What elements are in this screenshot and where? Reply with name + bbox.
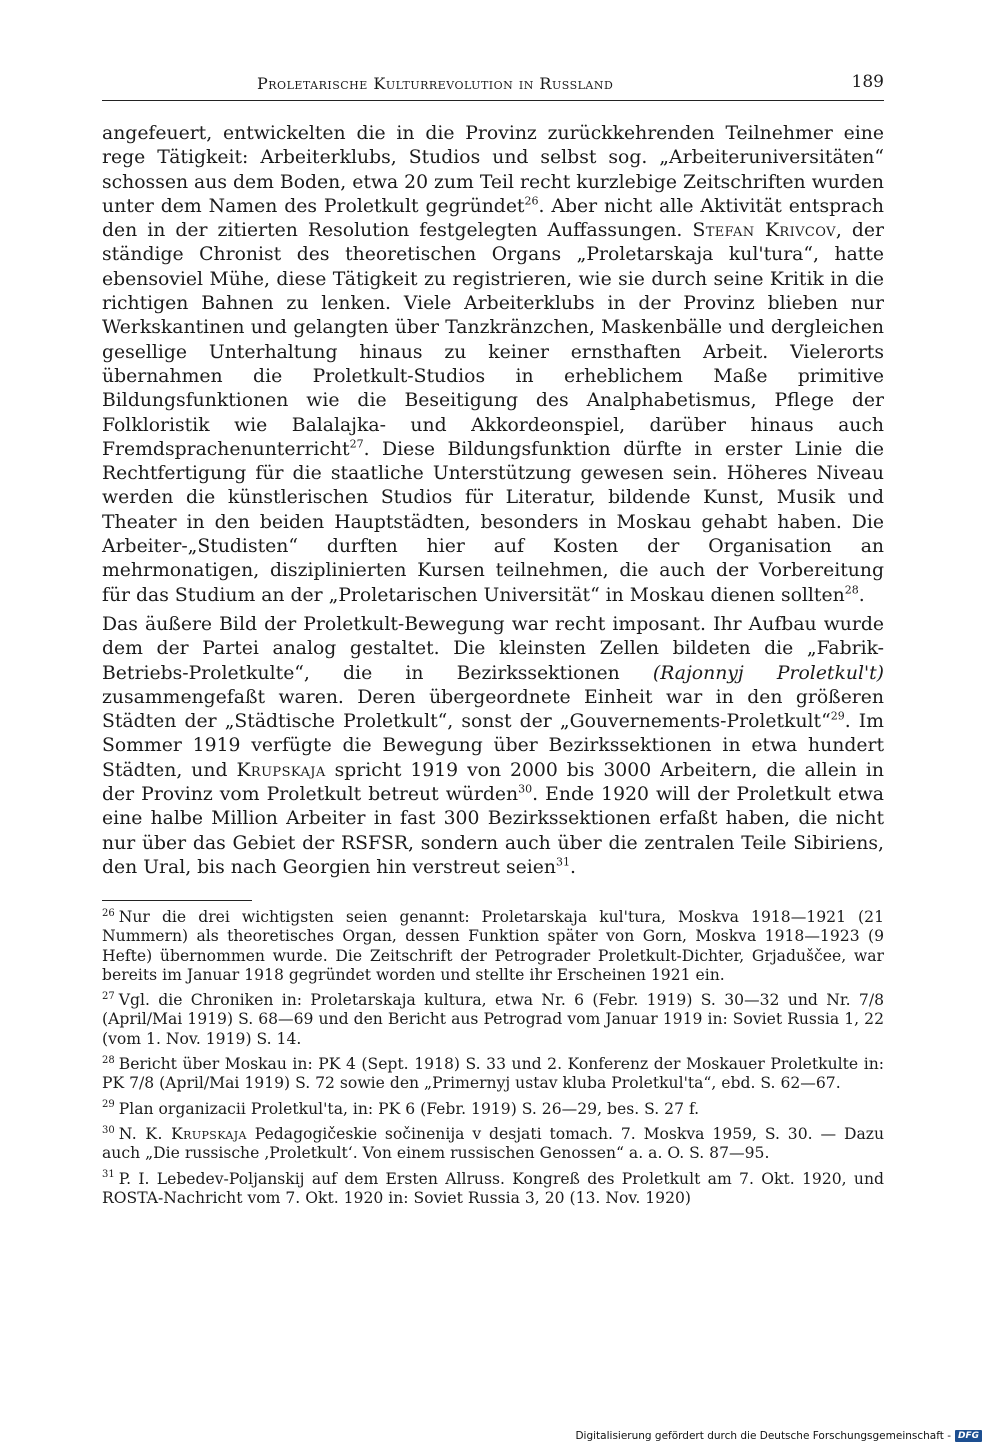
footnote-number: 27	[102, 991, 115, 1002]
credit-text: Digitalisierung gefördert durch die Deutsche Forschungsgemeinschaft -	[575, 1430, 951, 1442]
footnote-ref-27: 27	[349, 437, 364, 451]
footnote-26	[102, 908, 884, 985]
footnote-text: Vgl. die Chroniken in: Proletarskaja kultura, etwa Nr. 6 (Febr. 1919) S. 30—32 und Nr. 7/8 (April/Mai 1919) S. 68—69 und den Bericht aus Petrograd vom Januar 1919 in: Soviet Russia 1, 22 (vom 1. Nov. 1919) S. 14.	[102, 991, 884, 1048]
footnote-text: Bericht über Moskau in: PK 4 (Sept. 1918) S. 33 und 2. Konferenz der Moskauer Proletkulte in: PK 7/8 (April/Mai 1919) S. 72 sowie den „Primernyj ustav kluba Proletkul'ta“, ebd. S. 62—67.	[102, 1055, 884, 1093]
footnote-author: N. K. Krupskaja	[118, 1124, 247, 1143]
footnote-text: Pedagogičeskie sočinenija v desjati tomach. 7. Moskva 1959, S. 30. — Dazu auch „Die russische ‚Proletkult‘. Von einem russischen Genossen“ a. a. O. S. 87—95.	[102, 1124, 885, 1163]
text-run: . Aber nicht alle Aktivität entsprach den in der zitierten Resolution festgelegten Auffassungen.	[102, 195, 884, 242]
text-run: zusammengefaßt waren. Deren übergeordnete Einheit war in den größeren Städten der „Städtische Proletkult“, sonst der „Gouvernements-Proletkult“	[102, 686, 884, 733]
text-run: Das äußere Bild der Proletkult-Bewegung war recht imposant. Ihr Aufbau wurde dem der Partei analog gestaltet. Die kleinsten Zellen bildeten die „Fabrik-Betriebs-Proletkulte“, die in Bezirkssektionen	[102, 613, 884, 684]
text-run: . Ende 1920 will der Proletkult etwa eine halbe Million Arbeiter in fast 300 Bezirkssektionen erfaßt haben, die nicht nur über das Gebiet der RSFSR, sondern auch über die zentralen Teile Sibiriens, den Ural, bis nach Georgien hin verstreut seien	[102, 784, 884, 878]
footnote-text: Plan organizacii Proletkul'ta, in: PK 6 (Febr. 1919) S. 26—29, bes. S. 27 f.	[118, 1099, 700, 1118]
footnote-ref-28: 28	[844, 583, 859, 597]
text-run: spricht 1919 von 2000 bis 3000 Arbeitern, die allein in der Provinz vom Proletkult betreut würden	[102, 759, 884, 806]
footnote-number: 26	[102, 907, 115, 919]
footnote-ref-31: 31	[556, 855, 571, 869]
footnote-ref-29: 29	[830, 709, 845, 723]
digitization-credit	[575, 1430, 982, 1442]
footnote-ref-26: 26	[524, 194, 539, 208]
italic-term: (Rajonnyj Proletkul't)	[652, 662, 884, 684]
paragraph-2	[102, 613, 884, 880]
footnote-31	[102, 1170, 884, 1209]
footnote-27	[102, 991, 884, 1049]
footnote-number: 31	[102, 1169, 115, 1181]
footnote-divider	[102, 900, 252, 901]
footnote-30	[102, 1125, 884, 1164]
footnote-28	[102, 1055, 884, 1094]
footnote-number: 30	[102, 1124, 115, 1136]
footnote-text: P. I. Lebedev-Poljanskij auf dem Ersten Allruss. Kongreß des Proletkult am 7. Okt. 1920, und ROSTA-Nachricht vom 7. Okt. 1920 in: Soviet Russia 3, 20 (13. Nov. 1920)	[102, 1169, 884, 1207]
text-run: .	[858, 584, 865, 606]
footnotes	[102, 908, 884, 1214]
main-text	[102, 122, 884, 880]
footnote-number: 28	[102, 1054, 115, 1066]
text-run: , der ständige Chronist des theoretischen Organs „Proletarskaja kul'tura“, hatte ebensoviel Mühe, diese Tätigkeit zu registrieren, wie sie durch seine Kritik in die richtigen Bahnen zu lenken. Viele Arbeiterklubs in der Provinz blieben nur Werkskantinen und gelangten über Tanzkränzchen, Maskenbälle und dergleichen gesellige Unterhaltung hinaus zu keiner ernsthaften Arbeit. Vielerorts übernahmen die Proletkult-Studios in erheblichem Maße primitive Bildungsfunktionen wie die Beseitigung des Analphabetismus, Pflege der Folkloristik wie Balalajka- und Akkordeonspiel, darüber hinaus auch Fremdsprachenunterricht	[102, 220, 884, 460]
footnote-ref-30: 30	[518, 782, 533, 796]
footnote-text: Nur die drei wichtigsten seien genannt: Proletarskaja kul'tura, Moskva 1918—1921 (21 Nummern) als theoretisches Organ, dessen Funktion später von Gorn, Moskva 1918—1923 (9 Hefte) übernommen wurde. Die Zeitschrift der Petrograder Proletkult-Dichter, Grjaduščee, war bereits im Januar 1918 gegründet worden und stellte ihr Erscheinen 1921 ein.	[102, 908, 884, 984]
author-name: Krupskaja	[236, 759, 326, 781]
text-run: .	[570, 856, 576, 878]
text-run: angefeuert, entwickelten die in die Provinz zurückkehrenden Teilnehmer eine rege Tätigkeit: Arbeiterklubs, Studios und selbst sog. „Arbeiteruniversitäten“ schossen aus dem Boden, etwa 20 zum Teil recht kurzlebige Zeitschriften wurden unter dem Namen des Proletkult gegründet	[102, 123, 884, 217]
dfg-logo: DFG	[955, 1430, 982, 1442]
text-run: . Diese Bildungsfunktion dürfte in erster Linie die Rechtfertigung für die staatliche Unterstützung gewesen sein. Höheres Niveau werden die künstlerischen Studios für Literatur, bildende Kunst, Musik und Theater in den beiden Hauptstädten, besonders in Moskau gehabt haben. Die Arbeiter-„Studisten“ durften hier auf Kosten der Organisation an mehrmonatigen, disziplinierten Kursen teilnehmen, die auch der Vorbereitung für das Studium an der „Proletarischen Universität“ in Moskau dienen sollten	[102, 438, 884, 606]
footnote-number: 29	[102, 1099, 115, 1111]
footnote-29	[102, 1100, 884, 1119]
page-number: 189	[851, 72, 884, 92]
page-header	[102, 70, 884, 101]
paragraph-1	[102, 122, 884, 608]
running-title: Proletarische Kulturrevolution in Russland	[257, 74, 614, 93]
author-name: Stefan Krivcov	[692, 220, 836, 242]
text-run: . Im Sommer 1919 verfügte die Bewegung über Bezirkssektionen in etwa hundert Städten, und	[102, 711, 884, 781]
